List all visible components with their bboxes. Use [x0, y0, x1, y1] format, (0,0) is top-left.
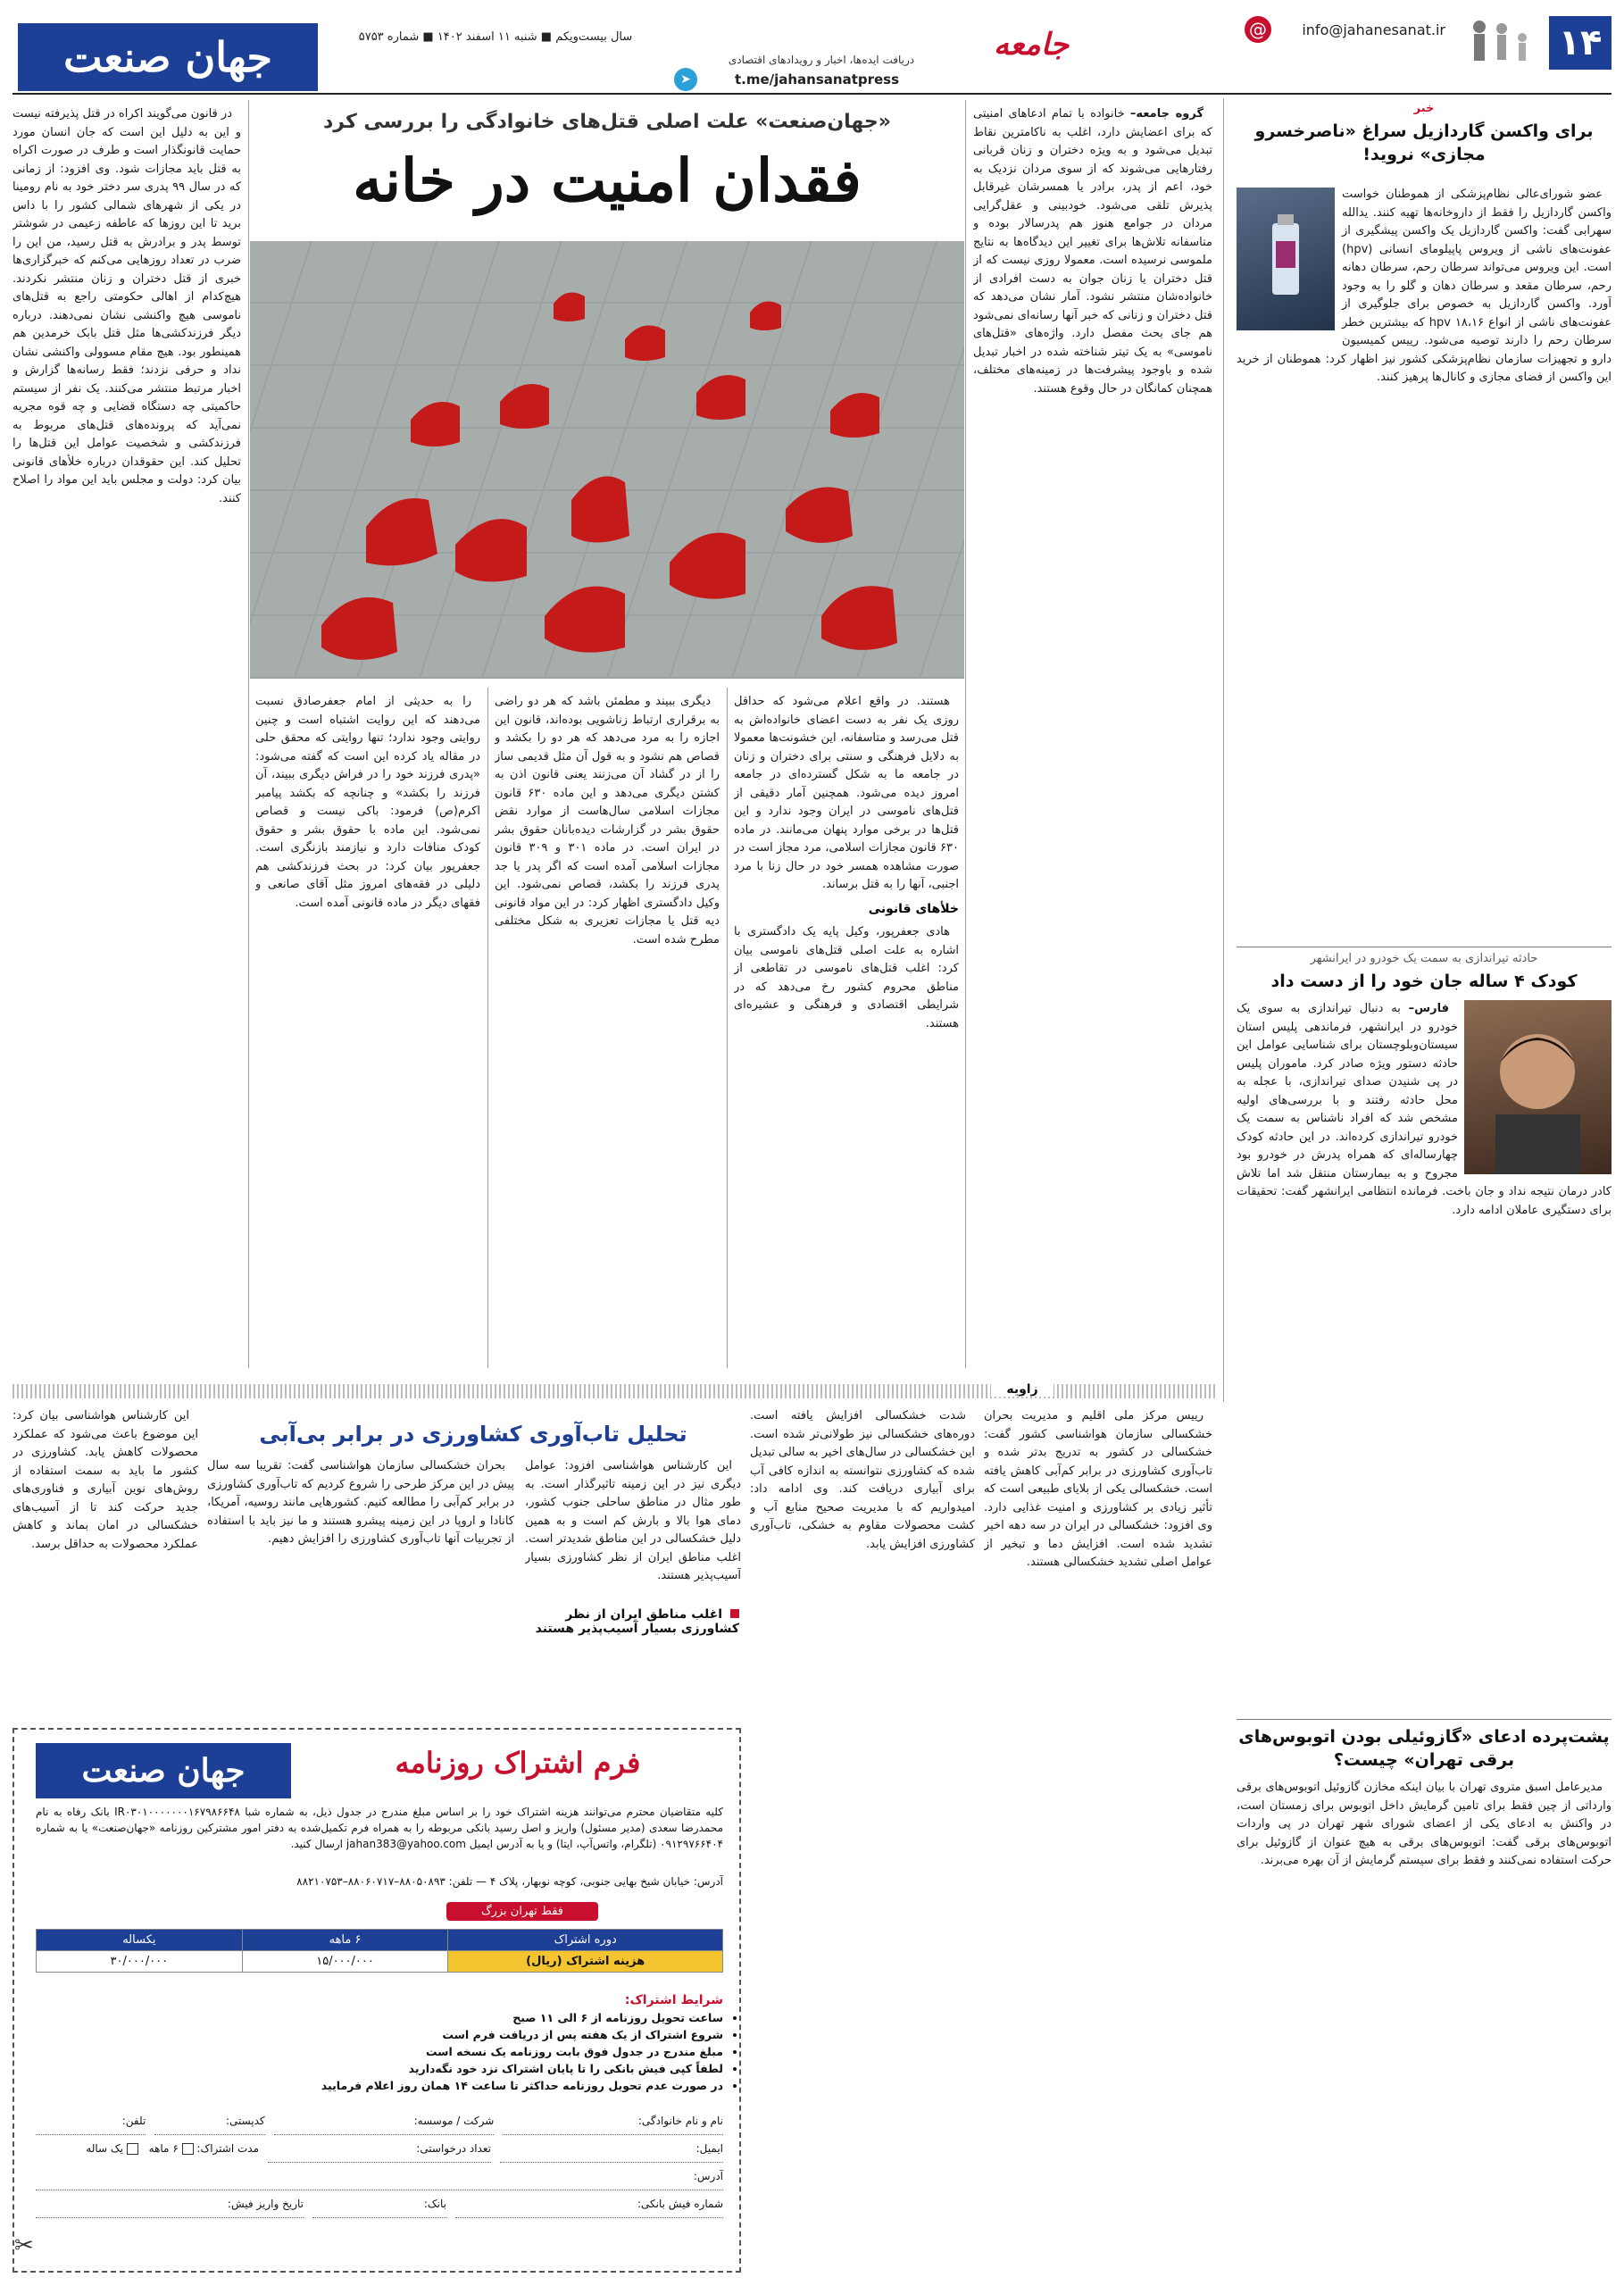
field-receipt-number[interactable]: شماره فیش بانکی:	[455, 2190, 723, 2218]
field-address[interactable]: آدرس:	[36, 2163, 723, 2190]
condition-item: • شروع اشتراک از یک هفته پس از دریافت فرم است	[36, 2026, 723, 2043]
field-phone[interactable]: تلفن:	[36, 2107, 146, 2135]
bottom-section-label: زاویه	[991, 1382, 1054, 1397]
field-duration[interactable]: مدت اشتراک: ۶ ماهه یک ساله	[86, 2142, 259, 2155]
scissors-icon: ✂	[14, 2232, 34, 2259]
sidebar-story2-kicker: حادثه تیراندازی به سمت یک خودرو در ایرانشهر	[1310, 952, 1538, 965]
field-postal-code[interactable]: کدپستی:	[154, 2107, 264, 2135]
main-kicker: «جهان‌صنعت» علت اصلی قتل‌های خانوادگی را بررسی کرد	[323, 111, 891, 133]
field-quantity[interactable]: تعداد درخواستی:	[268, 2135, 491, 2163]
telegram-caption: دریافت ایده‌ها، اخبار و رویدادهای اقتصادی	[728, 54, 915, 66]
condition-item: • لطفاً کپی فیش بانکی را تا پایان اشتراک نزد خود نگه‌دارید	[36, 2060, 723, 2077]
subscription-title: فرم اشتراک روزنامه	[395, 1746, 641, 1780]
section-label: جامعه	[993, 27, 1070, 63]
checkbox-1y[interactable]	[127, 2143, 138, 2155]
subscription-table	[36, 1929, 723, 1973]
condition-item: • مبلغ مندرج در جدول فوق بابت روزنامه یک نسخه است	[36, 2043, 723, 2060]
bottom-col-5: این کارشناس هواشناسی بیان کرد: این موضوع باعث می‌شود که عملکرد محصولات کاهش یابد. کشاورزی در کشور ما باید به سمت استفاده از روش‌های نوین آبیاری و فناوری‌های جدید حرکت کند تا از آسیب‌های خشکسالی در امان بماند و کاهش عملکرد محصولات به حداقل برسد.	[12, 1409, 198, 1551]
bottom-subhead: اغلب مناطق ایران از نظر کشاورزی بسیار آسیب‌پذیر هستند	[535, 1607, 739, 1636]
bottom-col-3: این کارشناس هواشناسی افزود: عوامل دیگری نیز در این زمینه تاثیرگذار است. به طور مثال در مناطق ساحلی جنوب کشور، دمای هوا بالا و بارش کم است و به همین دلیل خشکسالی در این مناطق شدیدتر است. اغلب مناطق ایران از نظر کشاورزی بسیار آسیب‌پذیر هستند.	[525, 1459, 741, 1582]
period-1y: یکساله	[37, 1930, 243, 1951]
sidebar-divider	[1223, 98, 1224, 1402]
checkbox-6m[interactable]	[182, 2143, 194, 2155]
main-col-rule-3	[487, 688, 488, 1368]
main-col-5: در قانون می‌گویند اکراه در قتل پذیرفته نیست و این به دلیل این است که جان انسان مورد حمایت قانونگذار است و طرف در صورت اکراه به قتل باید مجازات شود. وی افزود: از زمانی که در سال ۹۹ پدری سر دختر خود به نام رومینا در یکی از شهرهای شمالی کشور را با داس برید تا این روزها که عاطفه زعیمی در شوشتر توسط پدر و برادرش به قتل رسید، من این را ضرب در تعداد روزهایی می‌کنم که خبرگزاری‌ها خبری از قتل دختران و زنان منتشر نکردند. هیچ‌کدام از اهالی حکومتی راجع به قتل‌های ناموسی هیچ واکنشی نشان نمی‌دهند. درباره دیگر فرزندکشی‌ها مثل قتل بابک خرمدین هم همینطور بود. هیچ مقام مسوولی واکنشی نشان نداد و حرفی نزدند؛ فقط رسانه‌ها گزارش و اخبار مرتبط منتشر می‌کنند. یک نفر از سیستم حاکمیتی چه دستگاه قضایی و چه قوه مجریه نمی‌آید که پرونده‌های قتل‌های مربوط به فرزندکشی و شخصیت عوامل این قتل‌ها را تحلیل کند. این حقوقدان درباره خلأهای قانونی بیان کرد: دولت و مجلس باید این مواد را اصلاح کنند.	[12, 107, 241, 505]
sidebar-story3-title: پشت‌پرده ادعای «گازوئیلی بودن اتوبوس‌های برقی تهران» چیست؟	[1238, 1727, 1610, 1770]
issue-line: سال بیست‌ویکم ■ شنبه ۱۱ اسفند ۱۴۰۲ ■ شماره ۵۷۵۳	[358, 30, 633, 44]
sidebar-story3-body: مدیرعامل اسبق متروی تهران با بیان اینکه مخازن گازوئیل اتوبوس‌های برقی وارداتی از چین فقط برای تامین گرمایش داخل اتوبوس برای زمستان است، در واکنش به ادعای یکی از اعضای شورای شهر تهران در پی واردات اتوبوس‌های برقی گفت: اتوبوس‌های برقی به هیچ عنوان از گازوئیل برای حرکت استفاده نمی‌کنند و فقط برای سیستم گرمایش از آن بهره می‌برند.	[1237, 1781, 1612, 1867]
sidebar-news-title: برای واکسن گاردازیل سراغ «ناصرخسرو مجازی» نروید!	[1254, 121, 1594, 164]
conditions-list	[36, 2009, 739, 2094]
main-col-2: هستند. در واقع اعلام می‌شود که حداقل روزی یک نفر به دست اعضای خانواده‌اش به قتل می‌رسد و متاسفانه، این خشونت‌ها معمولا به دلایل فرهنگی و سنتی برای دختران و زنان در جامعه ما به شکل گسترده‌ای در جامعه امروز دیده می‌شود. همچنین آمار دقیقی از قتل‌های ناموسی در ایران وجود ندارد و این قتل‌ها در برخی موارد پنهان می‌مانند. در ماده ۶۳۰ قانون مجازات اسلامی، مرد مجاز است در صورت مشاهده همسر خود در حال زنا با مرد اجنبی، آنها را به قتل برساند. خلأهای قانونی هادی جعفرپور، وکیل پایه یک دادگستری با اشاره به علت اصلی قتل‌های ناموسی بیان کرد: اغلب قتل‌های ناموسی در تقاطعی از مناطق محروم کشور رخ می‌دهد که در شرایطی اقتصادی و فرهنگی و عشیره‌ای هستند.	[734, 695, 959, 1030]
sidebar-story2-body: فارس– به دنبال تیراندازی به سوی یک خودرو در ایرانشهر، فرماندهی پلیس استان سیستان‌وبلوچستان برای شناسایی عوامل این حادثه دستور ویژه صادر کرد. ماموران پلیس در پی شنیدن صدای تیراندازی، با عجله به محل حادثه رفتند و با بررسی‌های اولیه مشخص شد که افراد ناشناس به سمت یک خودرو تیراندازی کرده‌اند. در این حادثه کودک چهارساله‌ای که همراه پدرش در خودرو بود مجروح و به بیمارستان منتقل شد اما تلاش کادر درمان نتیجه نداد و جان باخت. فرمانده انتظامی ایرانشهر گفت: تحقیقات برای دستگیری عاملان ادامه دارد.	[1237, 1002, 1612, 1217]
family-icon	[1462, 18, 1542, 68]
main-col-rule-2	[727, 688, 728, 1368]
sidebar-rule-2	[1237, 1719, 1612, 1720]
sub-heading: خلأهای قانونی	[868, 901, 959, 916]
main-col-4: را به حدیثی از امام جعفرصادق نسبت می‌دهند که این روایت اشتباه است و چنین روایتی وجود ندارد؛ تنها روایتی که محقق حلی در مقاله یاد کرده این است که گفته می‌شود: «پدری فرزند خود را در فراش دیگری ببیند، آن فرزند را بکشد» و چنانچه که بکشد پیامبر اکرم(ص) فرمود: باکی نیست و قصاص نمی‌شود. این ماده با حقوق بشر و حقوق کودک منافات دارد و نیازمند بازنگری است. جعفرپور بیان کرد: در بحث فرزندکشی هم دلیلی در فقه‌های امروز مثل آقای صانعی و فقهای دیگر در ماده قانونی آمده است.	[255, 695, 480, 910]
period-label: دوره اشتراک	[448, 1930, 723, 1951]
page-number-box	[1549, 16, 1612, 70]
price-1y: ۳۰/۰۰۰/۰۰۰	[37, 1951, 243, 1973]
price-6m: ۱۵/۰۰۰/۰۰۰	[242, 1951, 448, 1973]
form-fields	[36, 2107, 723, 2218]
main-col-1: گروه جامعه– خانواده با تمام ادعاهای امنیتی که برای اعضایش دارد، اغلب به ناکامترین نقاط تبدیل می‌شود و به ویژه دختران و زنان قربانی رفتارهایی می‌شوند که از سوی مردان نزدیک به خود، اعم از پدر، برادر یا همسرشان غیرقابل پذیرش تلقی می‌شود. خودبینی و عقل‌گرایی مردان در جوامع هنوز هم پدرسالار بوده و متاسفانه تلاش‌ها برای تغییر این دیدگاه‌ها به نتایج ملموسی نرسیده است. معمولا روزی نیست که از قتل دختران یا زنان جوان به دست افرادی از خانواده‌شان منتشر نشود. آمار نشان می‌دهد که قتل دختران و زنانی که خبر آنها رسانه‌ای نمی‌شود هم جای بحث مفصل دارد. واژه‌های «قتل‌های ناموسی» به یک تیتر شناخته شده در اخبار تبدیل شده و باوجود پیشرفت‌ها در زمینه‌های مختلف، همچنان کمانگان در حال وقوع هستند.	[973, 107, 1212, 396]
main-col-rule-4	[248, 100, 249, 1368]
header-rule	[12, 93, 1612, 95]
subscription-address: آدرس: خیابان شیخ بهایی جنوبی، کوچه نوبهار، پلاک ۴ — تلفن: ۸۸۰۵۰۸۹۳–۸۸۰۶۰۷۱۷–۸۸۲۱۰۷۵۳	[296, 1875, 723, 1888]
sidebar-news-body: عضو شورای‌عالی نظام‌پزشکی از هموطنان خواست واکسن گاردازیل را فقط از داروخانه‌ها تهیه کنند. یدالله سهرابی گفت: واکسن گاردازیل یک واکسن پیشگیری از عفونت‌های ناشی از ویروس پاپیلومای انسانی (hpv) است. این ویروس می‌تواند سرطان رحم، سرطان دهانه رحم، سرطان مقعد و سرطان دهان و گلو را به وجود آورد. واکسن گاردازیل به خصوص برای جلوگیری از عفونت‌های ناشی از انواع hpv ۱۸،۱۶ که بیشترین خطر سرطان رحم را دارند توصیه می‌شود. رییس کمیسیون دارو و تجهیزات سازمان نظام‌پزشکی کشور نیز اظهار کرد: هموطنان از خرید این واکسن از فضای مجازی و کانال‌ها پرهیز کنند.	[1237, 188, 1612, 384]
condition-item: • در صورت عدم تحویل روزنامه حداکثر تا ساعت ۱۴ همان روز اعلام فرمایید	[36, 2077, 723, 2094]
sidebar-news-kicker: خبر	[1413, 102, 1435, 115]
telegram-link[interactable]: t.me/jahansanatpress	[734, 71, 900, 88]
field-bank[interactable]: بانک:	[312, 2190, 446, 2218]
main-headline: فقدان امنیت در خانه	[353, 146, 862, 215]
conditions-title: شرایط اشتراک:	[624, 1993, 723, 2007]
masthead-logo: جهان صنعت	[18, 23, 318, 91]
field-name[interactable]: نام و نام خانوادگی:	[503, 2107, 723, 2135]
main-col-rule-1	[965, 100, 966, 1368]
bottom-headline: تحلیل تاب‌آوری کشاورزی در برابر بی‌آبی	[259, 1422, 687, 1447]
main-photo	[250, 241, 964, 679]
field-email[interactable]: ایمیل:	[500, 2135, 723, 2163]
telegram-icon: ➤	[674, 68, 697, 91]
subscription-masthead: جهان صنعت	[36, 1743, 291, 1798]
condition-item: • ساعت تحویل روزنامه از ۶ الی ۱۱ صبح	[36, 2009, 723, 2026]
bottom-col-2: شدت خشکسالی افزایش یافته است. دوره‌های خشکسالی نیز طولانی‌تر شده است. این خشکسالی در سال‌های اخیر به سالی تبدیل شده که کشاورزی نتوانسته به اندازه کافی آب برای آبیاری دریافت کند. وی ادامه داد: امیدواریم که با مدیریت صحیح منابع آب و کشت محصولات مقاوم به خشکی، تاب‌آوری کشاورزی افزایش یابد.	[750, 1409, 975, 1551]
main-col-3: دیگری ببیند و مطمئن باشد که هر دو راضی به برقراری ارتباط زناشویی بوده‌اند، قانون این اجازه را به مرد می‌دهد که هر دو را بکشد و قصاص هم نشود و به قول آن مثل قدیمی ساز را از در گشاد آن می‌زنند یعنی قانون اذن به کشتن دیگری می‌دهد و این ماده ۶۳۰ قانون مجازات اسلامی سال‌هاست از موارد نقض حقوق بشر در گزارشات دیده‌بانان حقوق بشر در ایران است. در ماده ۳۰۱ و ۳۰۹ قانون مجازات اسلامی آمده است که اگر پدر یا جد پدری فرزند را بکشد، قصاص نمی‌شود. این وکیل دادگستری اظهار کرد: در این مواد قانونی دیه قتل یا مجازات تعزیری به شکل مختلفی مطرح شده است.	[495, 695, 720, 947]
subscription-period-row	[37, 1930, 723, 1951]
email-address[interactable]: info@jahanesanat.ir	[1302, 21, 1445, 38]
bottom-col-1: رییس مرکز ملی اقلیم و مدیریت بحران خشکسالی سازمان هواشناسی کشور گفت: خشکسالی در کشور به تدریج بدتر شده و تاب‌آوری کشاورزی در برابر کم‌آبی کاهش یافته است. خشکسالی یکی از بلایای طبیعی است که تأثیر زیادی بر کشاورزی و امنیت غذایی دارد. وی افزود: خشکسالی در ایران در سه دهه اخیر تشدید شده است. افزایش دما و تبخیر از عوامل اصلی تشدید خشکسالی هستند.	[984, 1409, 1212, 1569]
price-label: هزینه اشتراک (ریال)	[448, 1951, 723, 1973]
period-6m: ۶ ماهه	[242, 1930, 448, 1951]
subscription-price-row	[37, 1951, 723, 1973]
page-number: ۱۴	[1558, 22, 1603, 63]
subscription-intro: کلیه متقاضیان محترم می‌توانند هزینه اشتراک خود را بر اساس مبلغ مندرج در جدول ذیل، به شماره شبا IR۰۳۰۱۰۰۰۰۰۰۰۱۶۷۹۸۶۶۴۸ بانک رفاه به نام محمدرضا سعدی (مدیر مسئول) واریز و اصل رسید بانکی مربوطه را به همراه فرم تکمیل‌شده به دفتر امور مشترکین روزنامه «جهان‌صنعت» یا به شماره ۰۹۱۲۹۷۶۶۴۰۴ (تلگرام، واتس‌آپ، ایتا) و یا به آدرس ایمیل jahan383@yahoo.com ارسال کنید.	[36, 1806, 723, 1850]
field-deposit-date[interactable]: تاریخ واریز فیش:	[36, 2190, 304, 2218]
sidebar-story2-title: کودک ۴ ساله جان خود را از دست داد	[1270, 972, 1578, 991]
at-icon: @	[1245, 16, 1271, 43]
bottom-col-4: بحران خشکسالی سازمان هواشناسی گفت: تقریبا سه سال پیش در این مرکز طرحی را شروع کردیم که تاب‌آوری کشاورزی در برابر کم‌آبی را مطالعه کنیم. کشورهایی مانند روسیه، آمریکا، کانادا و اروپا در این زمینه پیشرو هستند و ما نیز باید با استفاده از تجربیات آنها تاب‌آوری کشاورزی را افزایش دهیم.	[207, 1459, 514, 1546]
field-company[interactable]: شرکت / موسسه:	[274, 2107, 495, 2135]
subscription-table-header: فقط تهران بزرگ	[446, 1902, 598, 1921]
